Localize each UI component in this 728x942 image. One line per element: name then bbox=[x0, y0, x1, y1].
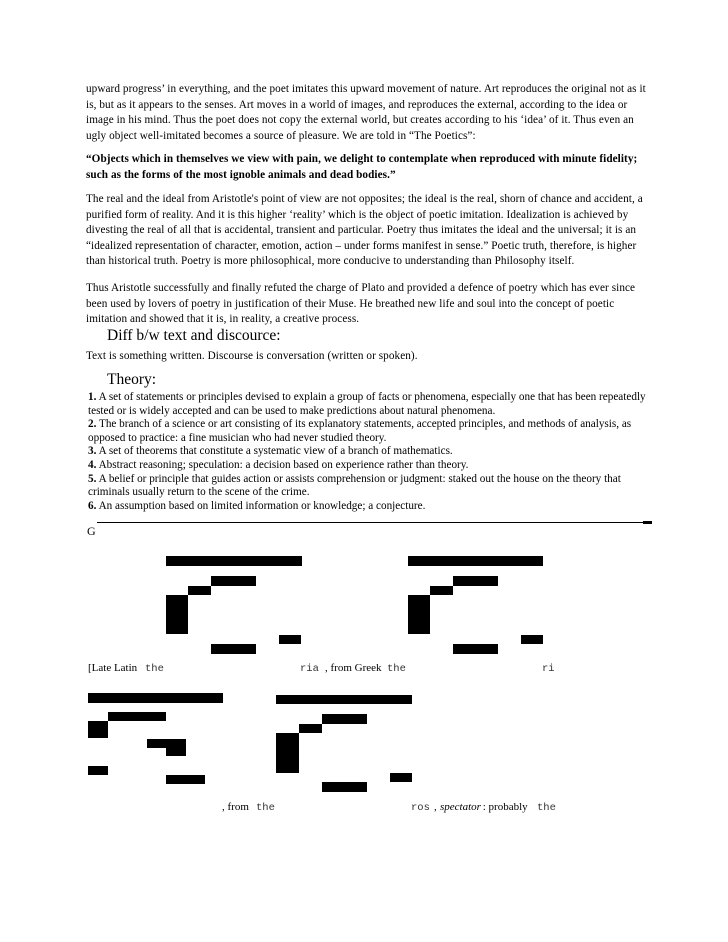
definition-item: 1. A set of statements or principles devised to explain a group of facts or phenomena, especially one that has been repeatedly tested or is widely accepted and can be used to make predictions about natural phenomena. bbox=[88, 391, 646, 417]
etymology-fragment: [Late Latin bbox=[88, 662, 140, 674]
definition-item: 3. A set of theorems that constitute a systematic view of a branch of mathematics. bbox=[88, 445, 453, 458]
artifact-block bbox=[188, 586, 211, 595]
artifact-block bbox=[390, 773, 412, 782]
definition-item: 4. Abstract reasoning; speculation: a decision based on experience rather than theory. bbox=[88, 458, 469, 471]
artifact-block bbox=[166, 775, 205, 784]
artifact-block bbox=[147, 739, 166, 748]
etymology-fragment: , bbox=[434, 801, 440, 813]
etymology-fragment: ros bbox=[411, 802, 430, 814]
artifact-block bbox=[211, 644, 256, 654]
etymology-fragment: ria bbox=[300, 663, 319, 675]
etymology-fragment: : probably bbox=[480, 801, 531, 813]
etymology-fragment: ri bbox=[542, 663, 555, 675]
artifact-block bbox=[322, 782, 367, 792]
artifact-block bbox=[211, 576, 256, 586]
theory-heading: Theory: bbox=[107, 371, 157, 388]
artifact-block bbox=[88, 693, 223, 703]
artifact-block bbox=[408, 595, 430, 634]
artifact-block bbox=[276, 733, 299, 773]
artifact-block bbox=[166, 595, 188, 634]
diff-heading: Diff b/w text and discource: bbox=[107, 327, 281, 344]
artifact-block bbox=[322, 714, 367, 724]
artifact-block bbox=[299, 724, 322, 733]
theory-definitions bbox=[88, 391, 646, 513]
stray-glyph: G bbox=[87, 524, 96, 538]
definition-item: 2. The branch of a science or art consisting of its explanatory statements, accepted principles, and methods of analysis, as opposed to practice: a fine musician who had never studied theory. bbox=[88, 418, 632, 444]
definition-item: 5. A belief or principle that guides action or assists comprehension or judgment: staked out the house on the theory that criminals usually return to the scene of the crime. bbox=[88, 472, 621, 499]
artifact-block bbox=[108, 712, 166, 721]
artifact-block bbox=[521, 635, 543, 644]
artifact-block bbox=[166, 556, 302, 566]
etymology-fragment: the bbox=[387, 663, 406, 675]
paragraph-conclusion: Thus Aristotle successfully and finally refuted the charge of Plato and provided a defence of poetry which has ever since been used by lovers of poetry in justification of their Muse. He breathed new life and soul into the concept of poetic imitation and showed that it is, in reality, a creative process. bbox=[86, 282, 636, 326]
artifact-block bbox=[453, 644, 498, 654]
etymology-fragment: , from bbox=[222, 801, 252, 813]
divider-rule bbox=[97, 522, 643, 523]
artifact-block bbox=[453, 576, 498, 586]
etymology-fragment: the bbox=[537, 802, 556, 814]
artifact-block bbox=[430, 586, 453, 595]
artifact-block bbox=[88, 766, 108, 775]
paragraph-imitation: upward progress’ in everything, and the poet imitates this upward movement of nature. Art reproduces the original not as it is, but as it appears to the senses. Art moves in a world of images, and reproduces the external, according to the idea or image in his mind. Thus the poet does not copy the external world, but creates according to his ‘idea’ of it. Thus even an ugly object well-imitated becomes a source of pleasure. We are told in “The Poetics”: bbox=[86, 83, 646, 142]
poetics-quote: “Objects which in themselves we view with pain, we delight to contemplate when reproduced with minute fidelity; such as the forms of the most ignoble animals and dead bodies.” bbox=[86, 153, 638, 181]
paragraph-real-ideal: The real and the ideal from Aristotle's point of view are not opposites; the ideal is the real, shorn of chance and accident, a purified form of reality. And it is this higher ‘reality’ which is the object of poetic imitation. Idealization is achieved by divesting the real of all that is accidental, transient and particular. Poetry thus imitates the ideal and the universal; it is an “idealized representation of character, emotion, action – under forms manifest in sense.” Poetic truth, therefore, is higher than historical truth. Poetry is more philosophical, more conducive to understanding than Philosophy itself. bbox=[86, 193, 643, 268]
artifact-block bbox=[408, 556, 543, 566]
definition-item: 6. An assumption based on limited information or knowledge; a conjecture. bbox=[88, 499, 426, 512]
diff-body: Text is something written. Discourse is conversation (written or spoken). bbox=[86, 350, 418, 362]
artifact-block bbox=[279, 635, 301, 644]
etymology-fragment: the bbox=[256, 802, 275, 814]
etymology-fragment: the bbox=[145, 663, 164, 675]
divider-end-mark bbox=[643, 521, 652, 524]
artifact-block bbox=[166, 739, 186, 756]
artifact-block bbox=[276, 695, 412, 704]
etymology-fragment: , from Greek bbox=[325, 662, 385, 674]
artifact-block bbox=[88, 721, 108, 738]
etymology-fragment: spectator bbox=[440, 801, 481, 813]
